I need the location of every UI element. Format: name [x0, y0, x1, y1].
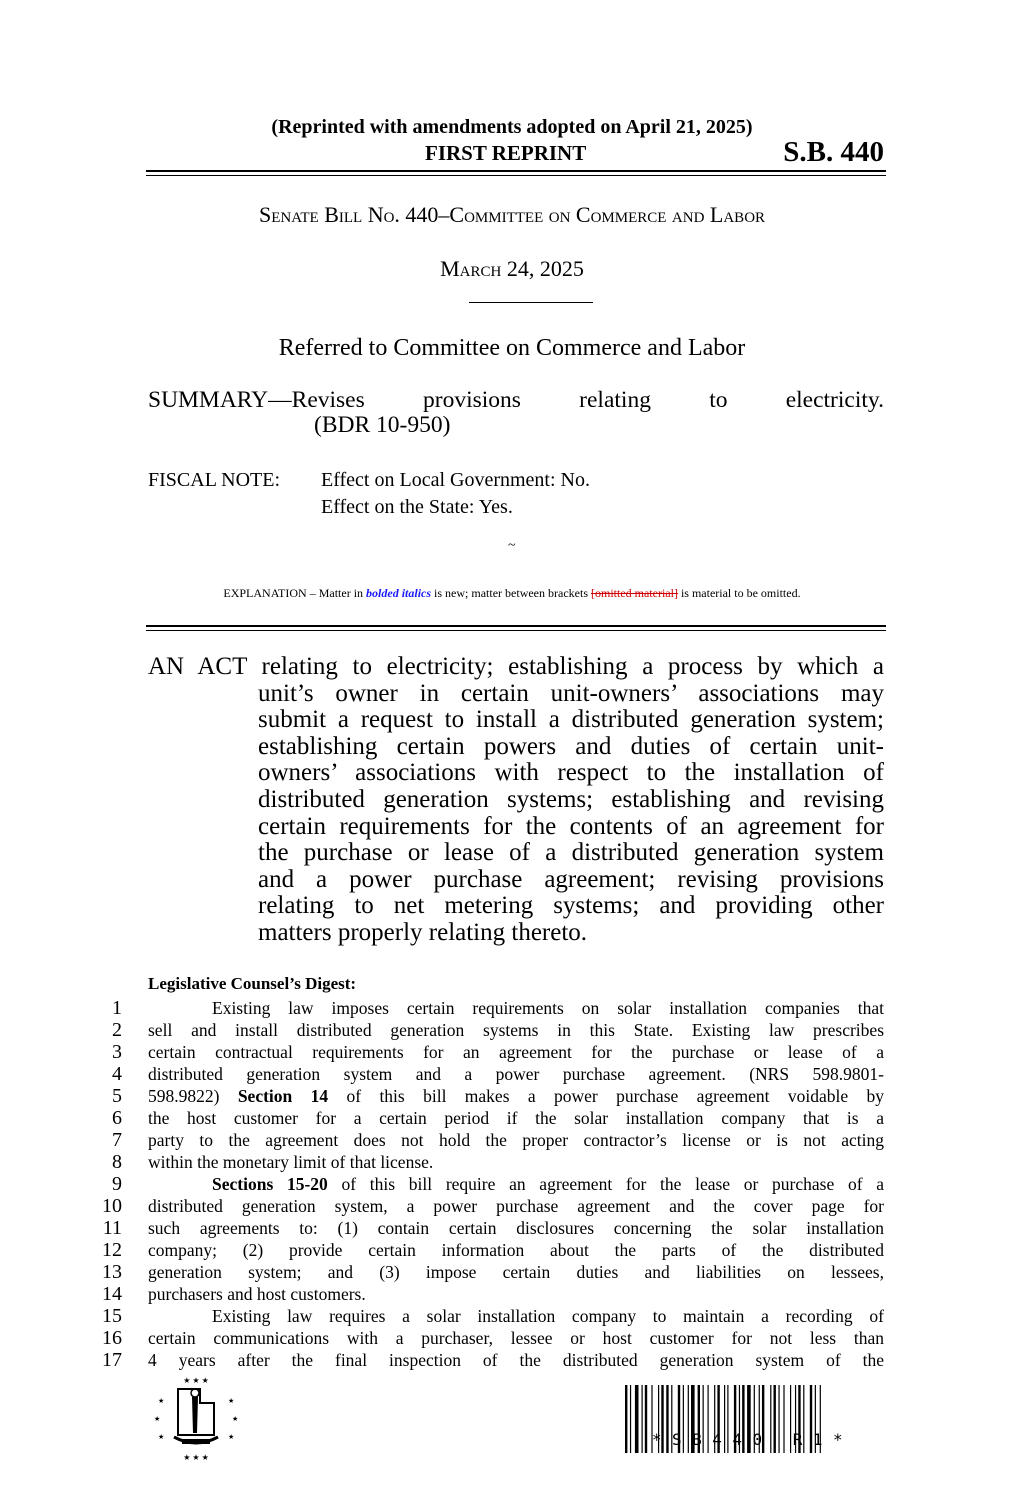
summary-word: provisions	[423, 387, 521, 413]
digest-line	[96, 1019, 886, 1041]
digest-line	[96, 1305, 886, 1327]
digest-text: company; (2) provide certain information about the parts of the distributed	[148, 1240, 884, 1260]
digest-text: such agreements to: (1) contain certain disclosures concerning the solar installation	[148, 1218, 884, 1238]
line-number: 6	[112, 1107, 122, 1129]
digest-line	[96, 1261, 886, 1283]
act-title	[148, 654, 884, 947]
act-line: AN ACT relating to electricity; establishing a process by which a	[148, 653, 884, 680]
digest-line	[96, 1283, 886, 1305]
svg-text:★: ★	[158, 1433, 165, 1441]
line-number: 1	[112, 997, 122, 1019]
act-line: relating to net metering systems; and providing other	[258, 892, 884, 920]
explanation	[0, 586, 1024, 601]
digest-line	[96, 997, 886, 1019]
act-line: submit a request to install a distributed generation system;	[258, 706, 884, 734]
fiscal-state: Effect on the State: Yes.	[321, 496, 513, 518]
reprint-note: (Reprinted with amendments adopted on April 21, 2025)	[271, 116, 753, 138]
summary-word: electricity.	[785, 387, 884, 413]
digest-text: within the monetary limit of that license.	[148, 1152, 434, 1172]
line-number: 7	[112, 1129, 122, 1151]
svg-text:★: ★	[232, 1415, 239, 1423]
explanation-omit: [omitted material]	[590, 586, 678, 600]
nevada-seal-icon	[152, 1373, 240, 1461]
digest-line	[96, 1129, 886, 1151]
act-line: certain requirements for the contents of an agreement for	[258, 812, 884, 840]
date-rule	[469, 302, 593, 303]
svg-text:★: ★	[158, 1397, 165, 1405]
line-number: 17	[102, 1349, 122, 1371]
digest-text: Existing law imposes certain requirements on solar installation companies that	[212, 998, 884, 1018]
line-number: 12	[102, 1239, 122, 1261]
digest-line	[96, 1107, 886, 1129]
explanation-prefix: EXPLANATION – Matter in	[223, 586, 367, 600]
section-reference: Sections 15-20	[212, 1174, 328, 1194]
act-line: establishing certain powers and duties of certain unit-	[258, 732, 884, 760]
barcode-text: *SB440 R1*	[651, 1430, 854, 1449]
bill-number: S.B. 440	[783, 136, 884, 168]
digest-line	[96, 1217, 886, 1239]
explanation-middle: is new; matter between brackets	[431, 586, 591, 600]
tilde-mark: ~	[508, 538, 516, 553]
svg-text:★: ★	[154, 1415, 161, 1423]
svg-text:★: ★	[228, 1433, 235, 1441]
line-number: 3	[112, 1041, 122, 1063]
digest-title: Legislative Counsel’s Digest:	[148, 974, 357, 993]
digest-body	[96, 997, 886, 1371]
digest-line	[96, 1041, 886, 1063]
summary-word: relating	[579, 387, 651, 413]
svg-text:★ ★ ★: ★ ★ ★	[183, 1376, 209, 1385]
line-number: 15	[102, 1305, 122, 1327]
summary-word: SUMMARY—Revises	[148, 387, 365, 413]
line-number: 4	[112, 1063, 122, 1085]
line-number: 9	[112, 1173, 122, 1195]
line-number: 13	[102, 1261, 122, 1283]
act-line: unit’s owner in certain unit-owners’ associations may	[258, 679, 884, 707]
digest-text: generation system; and (3) impose certain duties and liabilities on lessees,	[148, 1262, 884, 1282]
summary-bdr: (BDR 10-950)	[314, 412, 451, 438]
digest-line	[96, 1173, 886, 1195]
act-line: distributed generation systems; establishing and revising	[258, 785, 884, 813]
digest-text: the host customer for a certain period if the solar installation company that is a	[148, 1108, 884, 1128]
svg-text:★: ★	[228, 1397, 235, 1405]
digest-text-part: 598.9822)	[148, 1086, 238, 1106]
digest-text: certain communications with a purchaser, lessee or host customer for not less than	[148, 1328, 884, 1348]
line-number: 10	[102, 1195, 122, 1217]
fiscal-local: Effect on Local Government: No.	[321, 469, 590, 491]
digest-text: Existing law requires a solar installation company to maintain a recording of	[212, 1306, 884, 1326]
digest-line	[96, 1349, 886, 1371]
line-number: 16	[102, 1327, 122, 1349]
digest-line	[96, 1085, 886, 1107]
line-number: 2	[112, 1019, 122, 1041]
summary-word: to	[709, 387, 728, 413]
digest-line	[96, 1195, 886, 1217]
svg-text:★ ★ ★: ★ ★ ★	[183, 1453, 209, 1461]
line-number: 8	[112, 1151, 122, 1173]
digest-text: 4 years after the final inspection of the distributed generation system of the	[148, 1350, 884, 1370]
line-number: 14	[102, 1283, 122, 1305]
digest-text-part: of this bill makes a power purchase agreement voidable by	[328, 1086, 884, 1106]
digest-text: purchasers and host customers.	[148, 1284, 366, 1304]
act-line: the purchase or lease of a distributed generation system	[258, 839, 884, 867]
digest-line	[96, 1239, 886, 1261]
act-line: owners’ associations with respect to the installation of	[258, 759, 884, 787]
digest-text: distributed generation system and a power purchase agreement. (NRS 598.9801-	[148, 1064, 884, 1084]
digest-text: party to the agreement does not hold the proper contractor’s license or is not acting	[148, 1130, 884, 1150]
digest-text: certain contractual requirements for an agreement for the purchase or lease of a	[148, 1042, 884, 1062]
digest-text-part: of this bill require an agreement for the lease or purchase of a	[327, 1174, 885, 1194]
act-line: and a power purchase agreement; revising provisions	[258, 865, 884, 893]
digest-text	[148, 1173, 884, 1195]
act-line: matters properly relating thereto.	[258, 918, 588, 946]
section-reference: Section 14	[237, 1086, 329, 1106]
bill-date: March 24, 2025	[440, 256, 584, 281]
explanation-rule	[146, 625, 886, 631]
explanation-new: bolded italics	[366, 586, 432, 600]
line-number: 11	[102, 1217, 122, 1239]
reprint-label: FIRST REPRINT	[425, 141, 587, 165]
header-rule	[146, 170, 886, 176]
digest-line	[96, 1151, 886, 1173]
digest-line	[96, 1063, 886, 1085]
summary-row	[148, 387, 884, 414]
digest-text	[148, 1085, 884, 1107]
line-number: 5	[112, 1085, 122, 1107]
explanation-suffix: is material to be omitted.	[677, 586, 801, 600]
digest-line	[96, 1327, 886, 1349]
fiscal-note	[148, 467, 590, 521]
fiscal-label: FISCAL NOTE:	[148, 469, 281, 491]
digest-text: distributed generation system, a power purchase agreement and the cover page for	[148, 1196, 884, 1216]
summary	[148, 387, 884, 439]
bill-title-line: Senate Bill No. 440–Committee on Commerce and Labor	[258, 202, 766, 227]
digest-text: sell and install distributed generation systems in this State. Existing law prescribes	[148, 1020, 884, 1040]
referred-line: Referred to Committee on Commerce and Labor	[278, 335, 746, 361]
